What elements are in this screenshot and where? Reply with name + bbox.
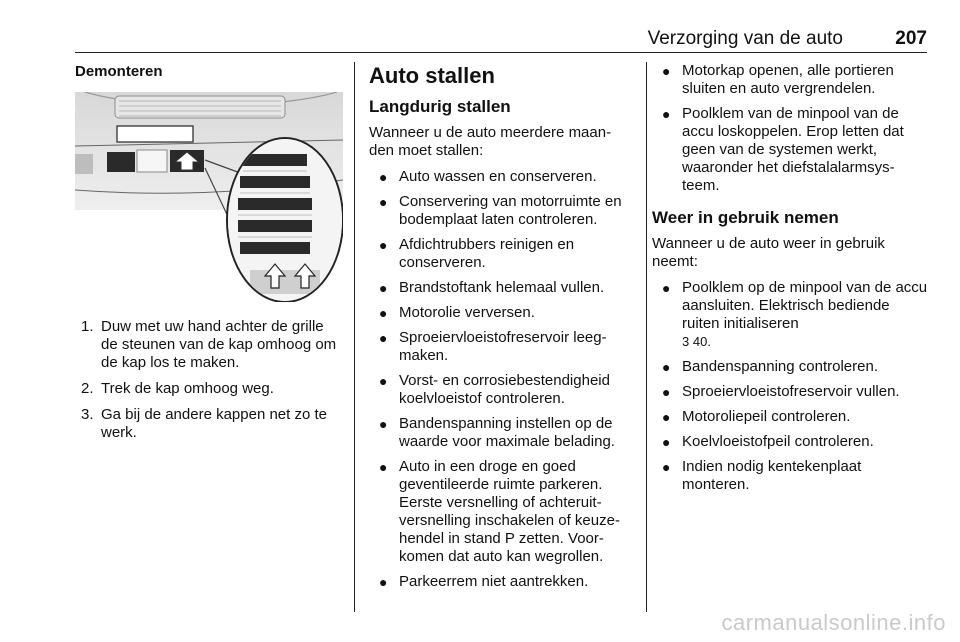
reuse-checklist	[652, 279, 928, 494]
bullet-icon: ●	[379, 194, 388, 210]
list-item: 3. Ga bij de andere kappen net zo te werk.	[81, 406, 327, 441]
section-heading-demonteren: Demonteren	[75, 63, 163, 80]
bullet-icon: ●	[662, 63, 671, 79]
page-number: 207	[895, 28, 927, 49]
bullet-icon: ●	[379, 574, 388, 590]
bullet-icon: ●	[662, 384, 671, 400]
bullet-icon: ●	[662, 106, 671, 122]
list-item: ● Conservering van motorruimte en bodemplaat laten controleren.	[379, 193, 622, 228]
list-item: ● Poolklem op de minpool van de accu aansluiten. Elektrisch bediende ruiten initialiseren 3 40.	[662, 279, 928, 349]
list-item: 1. Duw met uw hand achter de grille de steunen van de kap omhoog om de kap los te maken.	[81, 318, 337, 371]
list-item: ● Motoroliepeil controleren.	[662, 408, 851, 425]
list-item: ● Koelvloeistofpeil controleren.	[662, 433, 874, 450]
bullet-icon: ●	[662, 280, 671, 296]
subsection-title-weer-in-gebruik: Weer in gebruik nemen	[652, 208, 839, 227]
page-reference-link[interactable]: 3 40.	[682, 334, 711, 349]
bullet-icon: ●	[379, 237, 388, 253]
list-item: ● Bandenspanning instellen op de waarde voor maximale belading.	[379, 415, 615, 450]
bullet-icon: ●	[379, 305, 388, 321]
storage-checklist-continued	[652, 62, 928, 195]
intro-text: Wanneer u de auto weer in gebruik neemt:	[652, 235, 885, 270]
list-item: ● Auto in een droge en goed geventileerde ruimte parkeren. Eerste versnelling of achteruit-versnelling inschakelen of keuze-hendel in stand P zetten. Voor-komen dat auto kan wegrollen.	[379, 458, 620, 565]
demonteren-steps	[75, 318, 343, 442]
list-item: ● Sproeiervloeistofreservoir vullen.	[662, 383, 900, 400]
bullet-icon: ●	[662, 434, 671, 450]
watermark: carmanualsonline.info	[721, 610, 946, 635]
subsection-title-langdurig: Langdurig stallen	[369, 97, 511, 116]
storage-checklist	[369, 168, 634, 591]
column-middle	[369, 62, 634, 598]
grille-illustration	[75, 92, 343, 302]
bullet-icon: ●	[379, 373, 388, 389]
list-item: ● Sproeiervloeistofreservoir leeg-maken.	[379, 329, 607, 364]
column-left	[75, 62, 343, 450]
list-item: ● Motorkap openen, alle portieren sluiten en auto vergrendelen.	[662, 62, 894, 97]
bullet-icon: ●	[662, 409, 671, 425]
column-divider	[354, 62, 355, 612]
list-item: ● Bandenspanning controleren.	[662, 358, 878, 375]
bullet-icon: ●	[379, 280, 388, 296]
list-item: ● Poolklem van de minpool van de accu loskoppelen. Erop letten dat geen van de systemen werkt, waaronder het diefstalalarmsys-teem.	[662, 105, 904, 194]
intro-text: Wanneer u de auto meerdere maan-den moet stallen:	[369, 124, 612, 159]
list-item: ● Vorst- en corrosiebestendigheid koelvloeistof controleren.	[379, 372, 610, 407]
bullet-icon: ●	[662, 459, 671, 475]
list-item: ● Brandstoftank helemaal vullen.	[379, 279, 605, 296]
page-header	[75, 28, 927, 53]
bullet-icon: ●	[379, 459, 388, 475]
list-item: 2. Trek de kap omhoog weg.	[81, 380, 274, 397]
column-divider	[646, 62, 647, 612]
column-right	[652, 62, 928, 501]
list-item: ● Auto wassen en conserveren.	[379, 168, 597, 185]
page-title: Verzorging van de auto	[647, 28, 843, 49]
list-item: ● Afdichtrubbers reinigen en conserveren.	[379, 236, 575, 271]
list-item: ● Motorolie verversen.	[379, 304, 535, 321]
bullet-icon: ●	[379, 330, 388, 346]
list-item: ● Parkeerrem niet aantrekken.	[379, 573, 589, 590]
grille-illustration-svg	[75, 92, 343, 302]
list-item: ● Indien nodig kentekenplaat monteren.	[662, 458, 862, 493]
bullet-icon: ●	[662, 359, 671, 375]
section-title-auto-stallen: Auto stallen	[369, 63, 495, 88]
bullet-icon: ●	[379, 169, 388, 185]
bullet-icon: ●	[379, 416, 388, 432]
